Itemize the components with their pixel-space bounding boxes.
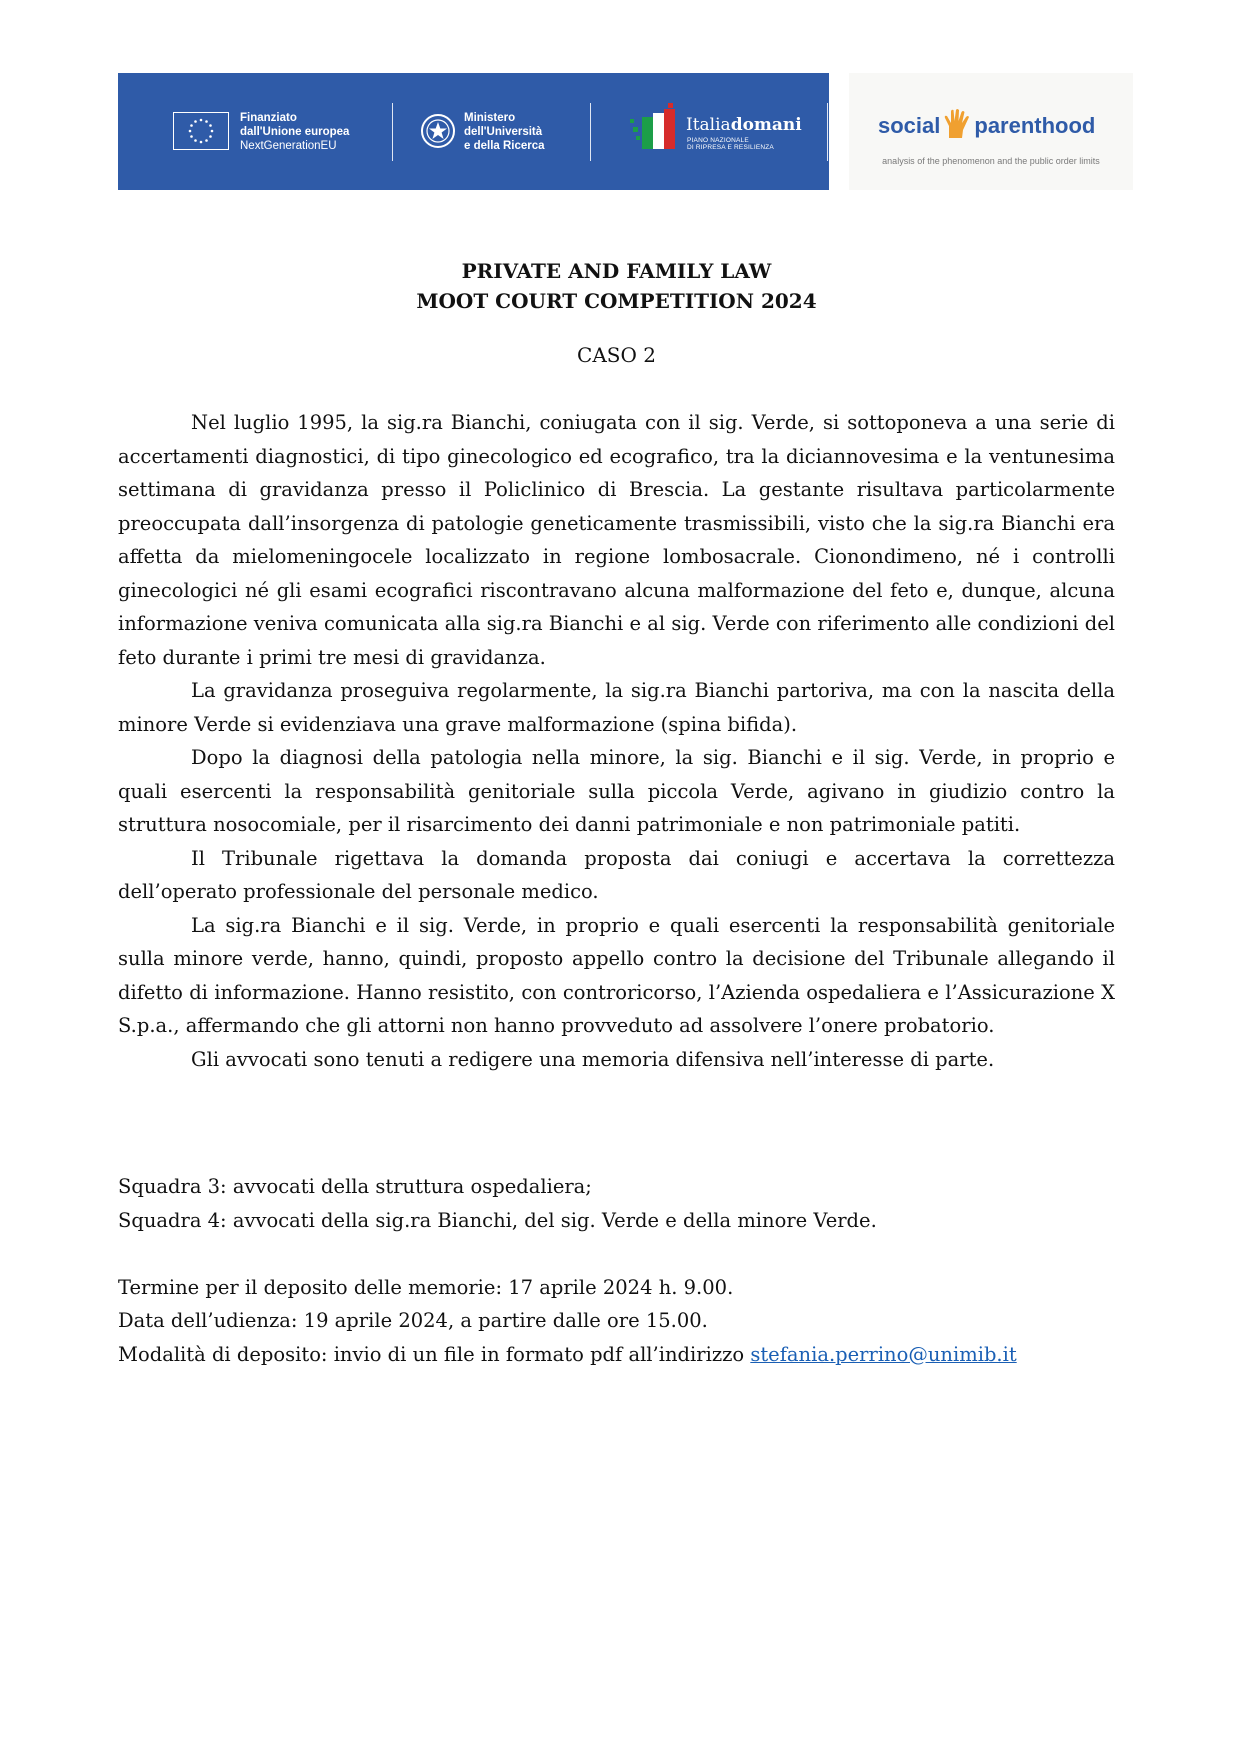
hand-icon [940,109,974,139]
ministry-text: Ministero dell'Università e della Ricerca [464,112,545,152]
submission-line: Modalità di deposito: invio di un file in formato pdf all’indirizzo stefania.perrino@unimib.it [118,1342,1017,1366]
italian-republic-emblem-icon [420,113,456,149]
italiadomani-flag-icon [628,103,682,155]
submission-email-link[interactable]: stefania.perrino@unimib.it [750,1342,1017,1366]
banner-divider [590,103,591,161]
eu-funding-text: Finanziato dall'Unione europea NextGenerationEU [240,112,350,152]
italiadomani-wordmark: Italiadomani [686,115,802,135]
paragraph: La sig.ra Bianchi e il sig. Verde, in proprio e quali esercenti la responsabilità genitoriale sulla minore verde, hanno, quindi, proposto appello contro la decisione del Tribunale allegando il difetto di informazione. Hanno resistito, con controricorso, l’Azienda ospedaliera e l’Assicurazione X S.p.a., affermando che gli attorni non hanno provveduto ad assolvere l’onere probatorio. [118,913,1115,1037]
social-parenthood-wordmark: social parenthood [878,109,1095,139]
social-parenthood-tagline: analysis of the phenomenon and the public order limits [882,156,1100,166]
italiadomani-subtitle: PIANO NAZIONALE DI RIPRESA E RESILIENZA [687,137,774,151]
case-description [118,406,1115,1076]
deadline-line: Termine per il deposito delle memorie: 17 aprile 2024 h. 9.00. [118,1275,734,1299]
paragraph: La gravidanza proseguiva regolarmente, la sig.ra Bianchi partoriva, ma con la nascita della minore Verde si evidenziava una grave malformazione (spina bifida). [118,679,1115,736]
eu-flag-icon [173,112,229,150]
team-assignment: Squadra 4: avvocati della sig.ra Bianchi, del sig. Verde e della minore Verde. [118,1208,877,1232]
competition-details [118,1170,1115,1371]
team-assignment: Squadra 3: avvocati della struttura ospedaliera; [118,1175,592,1198]
case-label: CASO 2 [577,343,656,367]
funding-banner [118,73,829,190]
paragraph: Il Tribunale rigettava la domanda proposta dai coniugi e accertava la correttezza dell’operato professionale del personale medico. [118,846,1115,903]
paragraph: Gli avvocati sono tenuti a redigere una memoria difensiva nell’interesse di parte. [191,1047,995,1071]
banner-divider [392,103,393,161]
hearing-line: Data dell’udienza: 19 aprile 2024, a partire dalle ore 15.00. [118,1309,708,1332]
document-title: PRIVATE AND FAMILY LAW MOOT COURT COMPETITION 2024 [416,259,817,313]
paragraph: Dopo la diagnosi della patologia nella minore, la sig. Bianchi e il sig. Verde, in proprio e quali esercenti la responsabilità genitoriale sulla piccola Verde, agivano in giudizio contro la struttura nosocomiale, per il risarcimento dei danni patrimoniale e non patrimoniale patiti. [118,746,1115,836]
banner-divider [827,103,828,161]
paragraph: Nel luglio 1995, la sig.ra Bianchi, coniugata con il sig. Verde, si sottoponeva a una serie di accertamenti diagnostici, di tipo ginecologico ed ecografico, tra la diciannovesima e la ventunesima settimana di gravidanza presso il Policlinico di Brescia. La gestante risultava particolarmente preoccupata dall’insorgenza di patologie geneticamente trasmissibili, visto che la sig.ra Bianchi era affetta da mielomeningocele localizzato in regione lombosacrale. Cionondimeno, né i controlli ginecologici né gli esami ecografici riscontravano alcuna malformazione del feto e, dunque, alcuna informazione veniva comunicata alla sig.ra Bianchi e al sig. Verde con riferimento alle condizioni del feto durante i primi tre mesi di gravidanza. [118,411,1115,669]
social-parenthood-logo [849,73,1133,190]
